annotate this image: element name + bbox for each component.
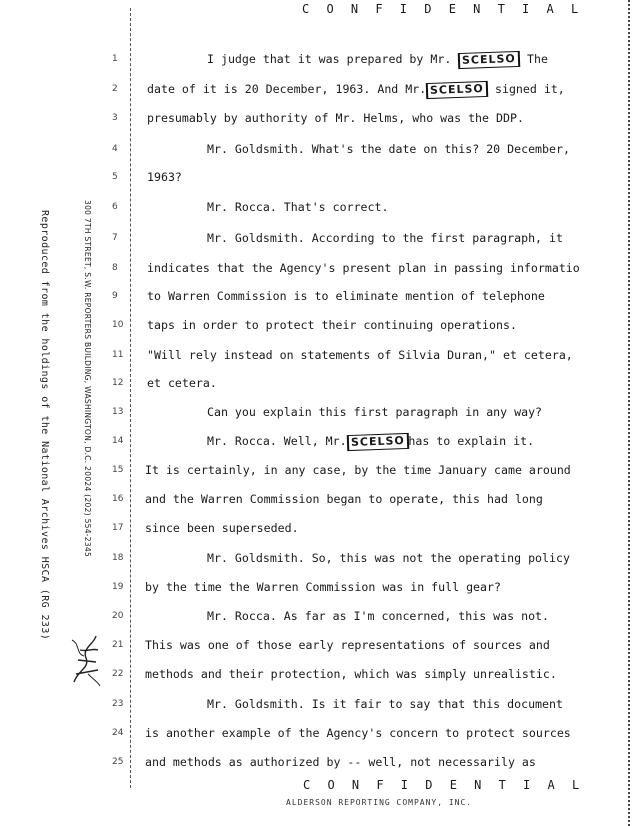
line-text: Mr. Rocca. Well, Mr. [207,434,347,448]
line-text: This was one of those early representations of sources and [145,638,550,652]
transcript-line [145,667,557,681]
line-number: 18 [112,553,124,563]
line-number: 23 [112,699,124,709]
line-text: by the time the Warren Commission was in full gear? [145,580,501,594]
transcript-line [207,52,548,68]
line-text: signed it, [488,82,565,96]
line-number: 5 [112,172,118,182]
line-number: 15 [112,465,124,475]
line-number: 4 [112,144,118,154]
line-number: 20 [112,611,124,621]
transcript-line [145,755,536,769]
line-number: 2 [112,84,118,94]
left-margin-rule [130,8,131,788]
line-number: 7 [112,233,118,243]
line-number: 21 [112,640,124,650]
transcript-line [207,231,563,245]
transcript-line [147,170,182,184]
transcript-line [207,405,542,419]
transcript-line [147,82,565,98]
line-text: The [520,52,548,66]
line-number: 16 [112,494,124,504]
transcript-line [207,697,563,711]
confidential-header: C O N F I D E N T I A L [302,2,584,16]
line-number: 17 [112,523,124,533]
line-text: et cetera. [147,376,217,390]
redacted-name-box: SCELSO [346,433,408,451]
line-text: Mr. Goldsmith. According to the first paragraph, it [207,231,563,245]
line-number: 13 [112,407,124,417]
line-number: 25 [112,757,124,767]
transcript-line [147,261,580,275]
line-text: has to explain it. [408,434,535,448]
transcript-line [145,521,299,535]
transcript-line [145,638,550,652]
line-text: date of it is 20 December, 1963. And Mr. [147,82,427,96]
redacted-name-box: SCELSO [426,81,488,99]
line-text: to Warren Commission is to eliminate mention of telephone [147,289,545,303]
reporter-address: 300 7TH STREET, S.W. REPORTERS BUILDING, WASHINGTON, D.C. 20024 (202) 554-2345 [83,200,92,558]
line-text: and the Warren Commission began to operate, this had long [145,492,543,506]
reporting-company: ALDERSON REPORTING COMPANY, INC. [286,798,473,807]
line-number: 24 [112,728,124,738]
line-text: Mr. Goldsmith. What's the date on this? 20 December, [207,142,570,156]
archives-reproduction-note: Reproduced from the holdings of the National Archives HSCA (RG 233) [39,210,50,641]
line-text: is another example of the Agency's concern to protect sources [145,726,571,740]
line-text: Mr. Goldsmith. So, this was not the operating policy [207,551,570,565]
line-number: 9 [112,291,118,301]
line-number: 12 [112,378,124,388]
line-number: 19 [112,582,124,592]
line-text: taps in order to protect their continuing operations. [147,318,517,332]
line-text: presumably by authority of Mr. Helms, who was the DDP. [147,111,524,125]
line-text: since been superseded. [145,521,299,535]
handwritten-initials [68,630,104,690]
line-text: and methods as authorized by -- well, not necessarily as [145,755,536,769]
transcript-line [147,111,524,125]
line-text: Can you explain this first paragraph in any way? [207,405,543,419]
line-text: Mr. Rocca. As far as I'm concerned, this was not. [207,609,550,623]
line-number: 10 [112,320,124,330]
transcript-line [147,289,545,303]
line-number: 14 [112,436,124,446]
line-text: indicates that the Agency's present plan in passing informatio [147,261,580,275]
transcript-line [145,726,571,740]
line-text: methods and their protection, which was simply unrealistic. [145,667,557,681]
line-number: 6 [112,202,118,212]
line-text: I judge that it was prepared by Mr. [207,52,459,66]
transcript-line [147,318,517,332]
transcript-line [207,142,570,156]
line-text: "Will rely instead on statements of Silvia Duran," et cetera, [147,348,573,362]
transcript-line [147,348,573,362]
transcript-line [207,609,549,623]
line-text: It is certainly, in any case, by the time January came around [145,463,571,477]
transcript-line [147,376,217,390]
line-number: 22 [112,669,124,679]
transcript-line [207,551,570,565]
line-text: Mr. Goldsmith. Is it fair to say that this document [207,697,563,711]
line-number: 11 [112,350,124,360]
transcript-line [145,580,501,594]
line-number: 3 [112,113,118,123]
transcript-line [207,434,534,450]
redacted-name-box: SCELSO [458,51,520,69]
line-number: 1 [112,54,118,64]
line-number: 8 [112,263,118,273]
line-text: 1963? [147,170,182,184]
confidential-footer: C O N F I D E N T I A L [303,778,585,792]
transcript-line [145,492,543,506]
line-text: Mr. Rocca. That's correct. [207,200,389,214]
transcript-line [145,463,571,477]
transcript-line [207,200,388,214]
right-edge-border [628,0,630,826]
